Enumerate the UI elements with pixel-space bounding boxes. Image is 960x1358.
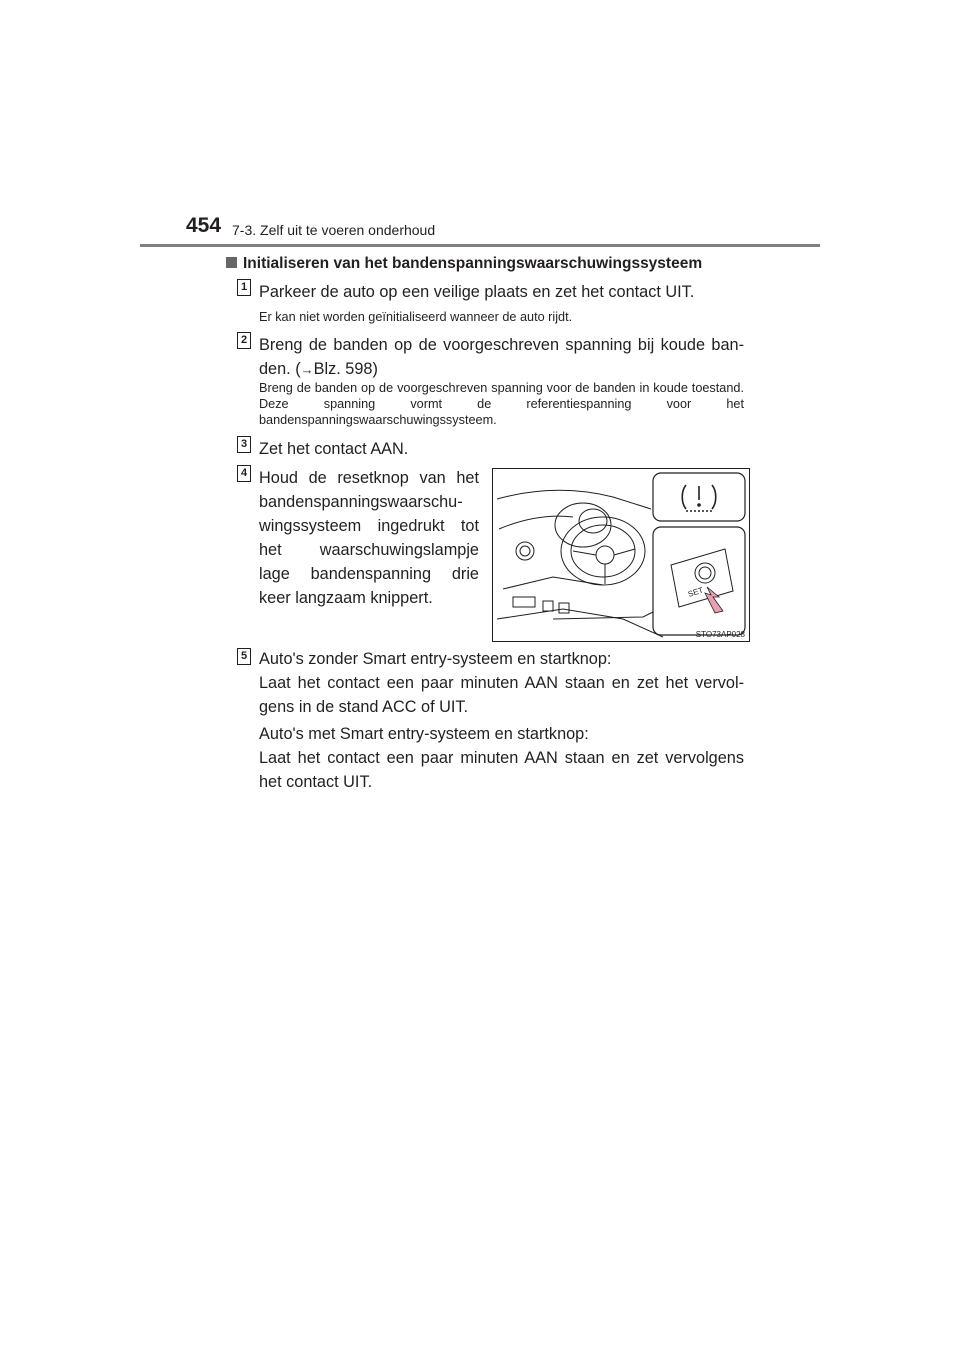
step-2-note: Breng de banden op de voorgeschreven spanning voor de banden in koude toestand. Deze spanning vormt de referentiespanning voor het bandenspanningswaarschuwingssysteem. xyxy=(259,381,744,427)
dashboard-illustration xyxy=(492,468,750,642)
arrow-right-icon: → xyxy=(300,362,314,377)
dashboard-drawing xyxy=(493,469,749,641)
dashboard-line xyxy=(499,516,573,529)
switch xyxy=(559,603,569,613)
page-number: 454 xyxy=(186,214,222,237)
step-number-5: 5 xyxy=(237,648,251,665)
step-number-4: 4 xyxy=(237,465,251,482)
step-number-3: 3 xyxy=(237,436,251,453)
switch xyxy=(543,601,553,611)
heading-text: Initialiseren van het bandenspanningswaarschuwingssysteem xyxy=(243,255,703,272)
switch xyxy=(513,597,535,607)
air-vent xyxy=(516,542,534,560)
section-title: 7-3. Zelf uit te voeren onderhoud xyxy=(232,222,436,238)
set-button-label: SET xyxy=(686,585,705,599)
step-2-text xyxy=(259,333,744,382)
header-divider xyxy=(140,244,820,247)
step-number-2: 2 xyxy=(237,332,251,349)
step-1-text: Parkeer de auto op een veilige plaats en zet het contact UIT. xyxy=(259,283,695,301)
section-heading xyxy=(226,255,702,273)
step-1-note: Er kan niet worden geïnitialiseerd wanneer de auto rijdt. xyxy=(259,310,573,324)
step-5-text-a: Laat het contact een paar minuten AAN staan en zet het vervol-gens in de stand ACC of UIT. xyxy=(259,674,744,716)
figure-code: STO73AP028 xyxy=(695,630,745,639)
step-number-1: 1 xyxy=(237,279,251,296)
dashboard-line xyxy=(497,490,651,509)
step-5-label-b: Auto's met Smart entry-systeem en startknop: xyxy=(259,725,589,743)
dashboard-line xyxy=(497,609,663,637)
step-2-text-pre: Breng de banden op de voorgeschreven spanning bij koude ban-den. ( xyxy=(259,336,744,378)
step-5-text-b: Laat het contact een paar minuten AAN staan en zet vervolgens het contact UIT. xyxy=(259,749,744,791)
step-3-text: Zet het contact AAN. xyxy=(259,440,409,458)
step-4-text: Houd de resetknop van het bandenspanningswaarschu-wingssysteem ingedrukt tot het waarschuwingslampje lage bandenspanning drie keer langzaam knippert. xyxy=(259,469,479,607)
step-5-label-a: Auto's zonder Smart entry-systeem en startknop: xyxy=(259,650,612,668)
steering-hub xyxy=(596,546,614,564)
step-2-page-ref: Blz. 598) xyxy=(313,360,378,378)
square-bullet-icon xyxy=(226,257,237,268)
